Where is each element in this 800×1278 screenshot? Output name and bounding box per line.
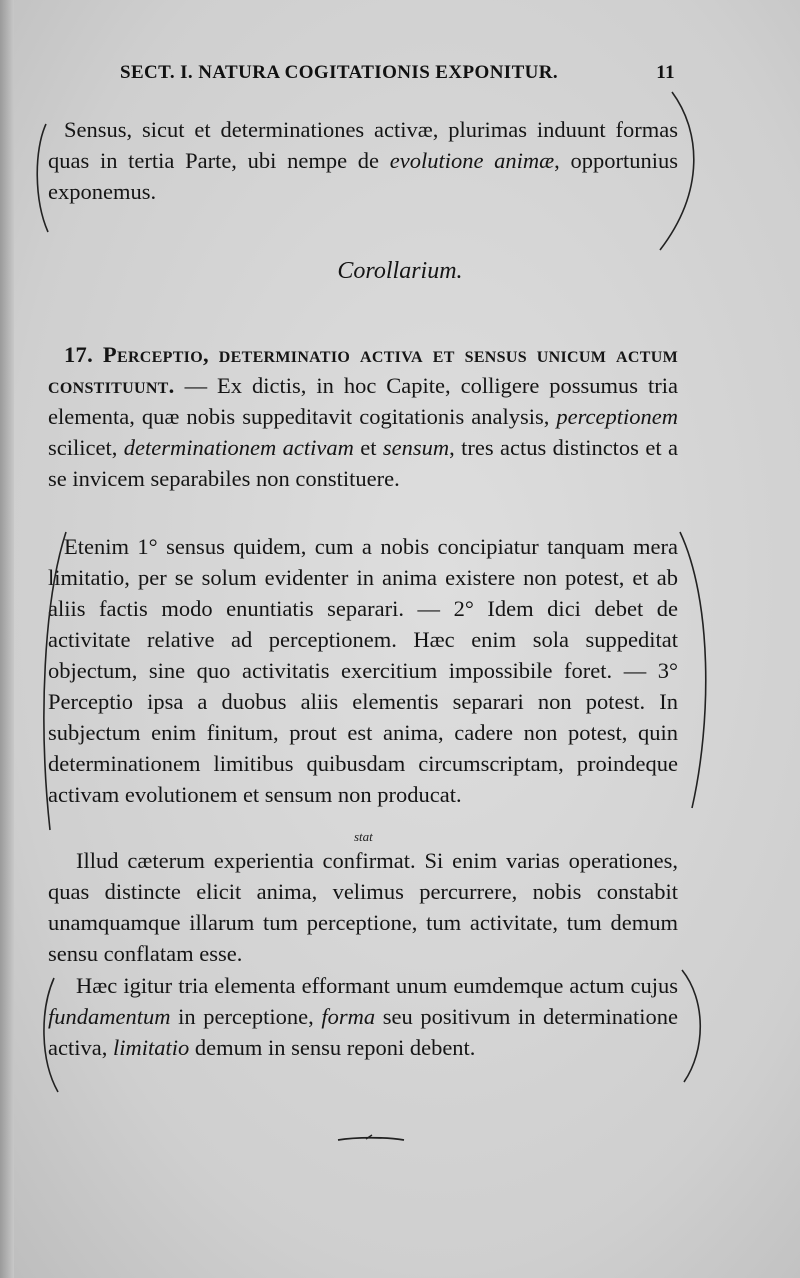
paragraph-haec <box>48 970 678 1063</box>
right-bracket-p3-icon <box>680 532 706 808</box>
page-gutter-shadow <box>0 0 14 1278</box>
paragraph-illud: Illud cæterum experientia confirmat. Si enim varias operationes, quas distincte elicit anima, velimus percurrere, nobis constabit unamquamque illarum tum perceptione, tum activitate, tum demum sensu conflatam esse. <box>48 848 678 966</box>
left-bracket-p1-icon <box>37 124 48 232</box>
p2-text-c: et <box>353 435 383 460</box>
p1-text-a: Sensus, sicut et determinationes activæ, plurimas induunt formas quas in tertia Parte, ubi nempe de <box>48 117 678 173</box>
p5-text-a: Hæc igitur tria elementa efformant unum eumdemque actum cujus <box>76 973 678 998</box>
p1-emphasis: evolutione animæ <box>389 148 555 173</box>
p2-emphasis-a: perceptionem <box>556 404 678 429</box>
p2-emphasis-c: sensum <box>382 435 450 460</box>
p1-text-b: , opportunius exponemus. <box>48 148 678 204</box>
paragraph-etenim: Etenim 1° sensus quidem, cum a nobis concipiatur tanquam mera limitatio, per se solum evidenter in anima existere non potest, et ab aliis factis modo enuntiatis separari. — 2° Idem dici debet de activitate relative ad perceptionem. Hæc enim sola suppeditat objectum, sine quo activitatis exercitium impossibile foret. — 3° Perceptio ipsa a duobus aliis elementis separari non potest. In subjectum enim finitum, prout est anima, cadere non potest, quin determinationem limitibus quibusdam circumscriptam, proindeque activam evolutionem et sensum non producat. <box>48 534 678 807</box>
p5-text-d: demum in sensu reponi debent. <box>189 1035 476 1060</box>
closing-ornament-icon <box>336 1134 406 1144</box>
right-bracket-p5-icon <box>682 970 700 1082</box>
p2-text-b: scilicet, <box>48 435 124 460</box>
paragraph-17-heading: 17. Perceptio, determinatio activa et sensus unicum actum constituunt. <box>48 342 678 398</box>
section-title-corollary: Corollarium. <box>337 258 463 284</box>
p2-text-d: , tres actus distinctos et a se invicem separabiles non constituere. <box>48 435 678 491</box>
p2-emphasis-b: determinationem activam <box>123 435 354 460</box>
paragraph-sensus <box>48 114 678 207</box>
p5-emphasis-b: forma <box>321 1004 376 1029</box>
p2-text-a: — Ex dictis, in hoc Capite, colligere possumus tria elementa, quæ nobis suppeditavit cogitationis analysis, <box>48 373 678 429</box>
p5-text-c: seu positivum in determinatione activa, <box>48 1004 678 1060</box>
page-number: 11 <box>656 62 675 83</box>
p5-emphasis-c: limitatio <box>112 1035 190 1060</box>
p5-emphasis-a: fundamentum <box>48 1004 171 1029</box>
handwritten-annotation: stat <box>354 829 373 844</box>
p5-text-b: in perceptione, <box>170 1004 322 1029</box>
running-header <box>120 62 675 90</box>
paragraph-17 <box>48 339 678 494</box>
running-title: SECT. I. NATURA COGITATIONIS EXPONITUR. <box>120 62 559 83</box>
